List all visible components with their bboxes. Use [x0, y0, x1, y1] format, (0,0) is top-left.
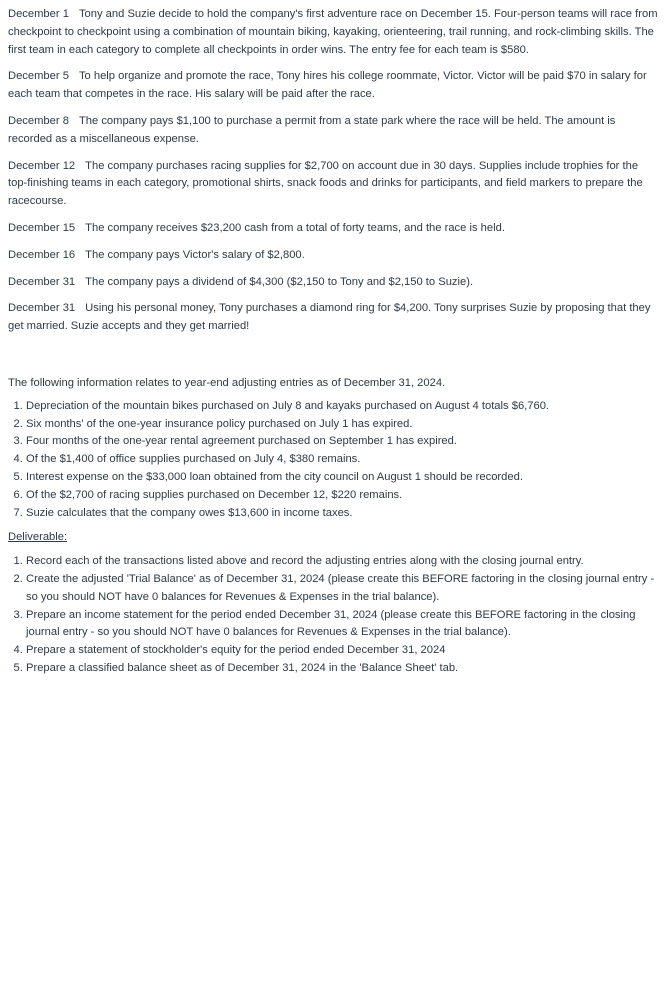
list-item: 4. Of the $1,400 of office supplies purchased on July 4, $380 remains. [26, 451, 660, 469]
list-item: 1. Depreciation of the mountain bikes purchased on July 8 and kayaks purchased on August 4 totals $6,760. [26, 398, 660, 416]
transaction-entry [8, 113, 660, 149]
section-spacer [8, 345, 660, 375]
transaction-text: The company receives $23,200 cash from a total of forty teams, and the race is held. [85, 221, 505, 234]
transaction-text: Tony and Suzie decide to hold the company's first adventure race on December 15. Four-person teams will race from checkpoint to checkpoint using a combination of mountain biking, kayaking, orienteering, trail running, and rock-climbing skills. The first team in each category to complete all checkpoints in order wins. The entry fee for each team is $580. [8, 8, 658, 56]
transaction-text: The company pays a dividend of $4,300 ($2,150 to Tony and $2,150 to Suzie). [85, 275, 474, 288]
list-item: 4. Prepare a statement of stockholder's equity for the period ended December 31, 2024 [26, 642, 660, 660]
deliverable-list [8, 553, 660, 678]
transaction-text: The company pays $1,100 to purchase a permit from a state park where the race will be held. The amount is recorded as a miscellaneous expense. [8, 114, 616, 145]
transaction-entry [8, 300, 660, 336]
transaction-text: The company purchases racing supplies for $2,700 on account due in 30 days. Supplies include trophies for the top-finishing teams in each category, promotional shirts, snack foods and drinks for participants, and field markers to prepare the racecourse. [8, 159, 643, 208]
list-item: 5. Prepare a classified balance sheet as of December 31, 2024 in the 'Balance Sheet' tab. [26, 660, 660, 678]
transaction-entry [8, 6, 660, 59]
transaction-entry [8, 220, 660, 238]
adjusting-section [8, 375, 660, 522]
list-item: 2. Six months' of the one-year insurance policy purchased on July 1 has expired. [26, 416, 660, 434]
transaction-entry [8, 158, 660, 211]
deliverable-section [8, 529, 660, 677]
list-item: 3. Prepare an income statement for the period ended December 31, 2024 (please create this BEFORE factoring in the closing journal entry - so you should NOT have 0 balances for Revenues & Expenses in the trial balance). [26, 607, 660, 643]
list-item: 5. Interest expense on the $33,000 loan obtained from the city council on August 1 should be recorded. [26, 469, 660, 487]
transaction-entry [8, 68, 660, 104]
transaction-date: December 5 [8, 70, 69, 83]
transaction-date: December 1 [8, 8, 69, 20]
transaction-entry [8, 274, 660, 292]
list-item: 1. Record each of the transactions listed above and record the adjusting entries along with the closing journal entry. [26, 553, 660, 571]
list-item: 7. Suzie calculates that the company owes $13,600 in income taxes. [26, 505, 660, 523]
transaction-text: Using his personal money, Tony purchases a diamond ring for $4,200. Tony surprises Suzie by proposing that they get married. Suzie accepts and they get married! [8, 302, 651, 333]
list-item: 3. Four months of the one-year rental agreement purchased on September 1 has expired. [26, 433, 660, 451]
adjusting-intro: The following information relates to year-end adjusting entries as of December 31, 2024. [8, 376, 446, 389]
transaction-text: The company pays Victor's salary of $2,800. [85, 248, 305, 261]
list-item: 6. Of the $2,700 of racing supplies purchased on December 12, $220 remains. [26, 487, 660, 505]
transaction-date: December 31 [8, 275, 76, 288]
adjusting-list [8, 398, 660, 523]
transaction-text: To help organize and promote the race, Tony hires his college roommate, Victor. Victor will be paid $70 in salary for each team that competes in the race. His salary will be paid after the race. [8, 70, 647, 101]
transaction-date: December 31 [8, 302, 76, 315]
list-item: 2. Create the adjusted 'Trial Balance' as of December 31, 2024 (please create this BEFORE factoring in the closing journal entry - so you should NOT have 0 balances for Revenues & Expenses in the trial balance). [26, 571, 660, 607]
transaction-date: December 15 [8, 221, 76, 234]
transaction-date: December 16 [8, 248, 76, 261]
transaction-entry [8, 247, 660, 265]
transaction-date: December 8 [8, 114, 69, 127]
deliverable-heading: Deliverable: [8, 531, 68, 544]
transactions-section [8, 6, 660, 336]
transaction-date: December 12 [8, 159, 76, 172]
